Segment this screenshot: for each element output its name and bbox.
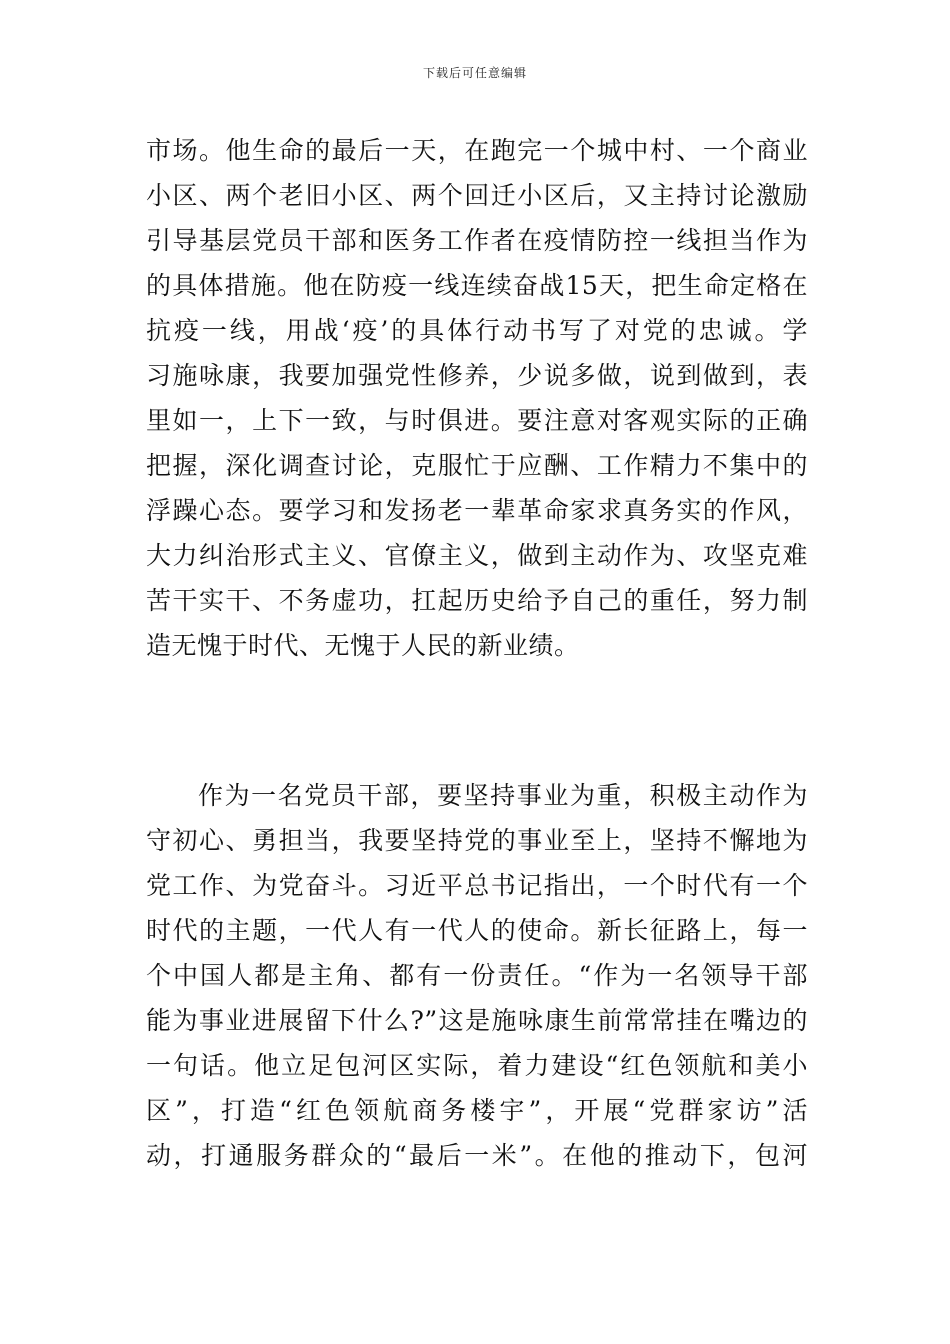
text-line: 党工作、为党奋斗。习近平总书记指出，一个时代有一个 bbox=[146, 871, 808, 900]
text-line: 把握，深化调查讨论，克服忙于应酬、工作精力不集中的 bbox=[146, 451, 808, 480]
text-line: 里如一，上下一致，与时俱进。要注意对客观实际的正确 bbox=[146, 406, 808, 435]
text-line: 区”，打造“红色领航商务楼宇”，开展“党群家访”活 bbox=[146, 1096, 808, 1125]
text-line: 小区、两个老旧小区、两个回迁小区后，又主持讨论激励 bbox=[146, 181, 808, 210]
text-line: 习施咏康，我要加强党性修养，少说多做，说到做到，表 bbox=[146, 361, 808, 390]
text-line: 造无愧于时代、无愧于人民的新业绩。 bbox=[146, 631, 580, 660]
text-line: 大力纠治形式主义、官僚主义，做到主动作为、攻坚克难 bbox=[146, 541, 808, 570]
text-line: 一句话。他立足包河区实际，着力建设“红色领航和美小 bbox=[146, 1051, 808, 1080]
text-line: 引导基层党员干部和医务工作者在疫情防控一线担当作为 bbox=[146, 226, 808, 255]
text-line: 时代的主题，一代人有一代人的使命。新长征路上，每一 bbox=[146, 916, 808, 945]
text-line: 苦干实干、不务虚功，扛起历史给予自己的重任，努力制 bbox=[146, 586, 808, 615]
text-line: 抗疫一线，用战‘疫’的具体行动书写了对党的忠诚。学 bbox=[146, 316, 808, 345]
text-line: 的具体措施。他在防疫一线连续奋战15天，把生命定格在 bbox=[146, 271, 808, 300]
text-line: 个中国人都是主角、都有一份责任。“作为一名领导干部 bbox=[146, 961, 808, 990]
text-line: 能为事业进展留下什么?”这是施咏康生前常常挂在嘴边的 bbox=[146, 1006, 808, 1035]
paragraph-1 bbox=[146, 128, 808, 668]
page-header: 下载后可任意编辑 bbox=[422, 66, 527, 80]
paragraph-2 bbox=[146, 773, 808, 1178]
text-line: 浮躁心态。要学习和发扬老一辈革命家求真务实的作风， bbox=[146, 496, 808, 525]
text-line: 作为一名党员干部，要坚持事业为重，积极主动作为 bbox=[198, 781, 808, 810]
text-line: 守初心、勇担当，我要坚持党的事业至上，坚持不懈地为 bbox=[146, 826, 808, 855]
text-line: 市场。他生命的最后一天，在跑完一个城中村、一个商业 bbox=[146, 136, 808, 165]
text-line: 动，打通服务群众的“最后一米”。在他的推动下，包河 bbox=[146, 1141, 808, 1170]
